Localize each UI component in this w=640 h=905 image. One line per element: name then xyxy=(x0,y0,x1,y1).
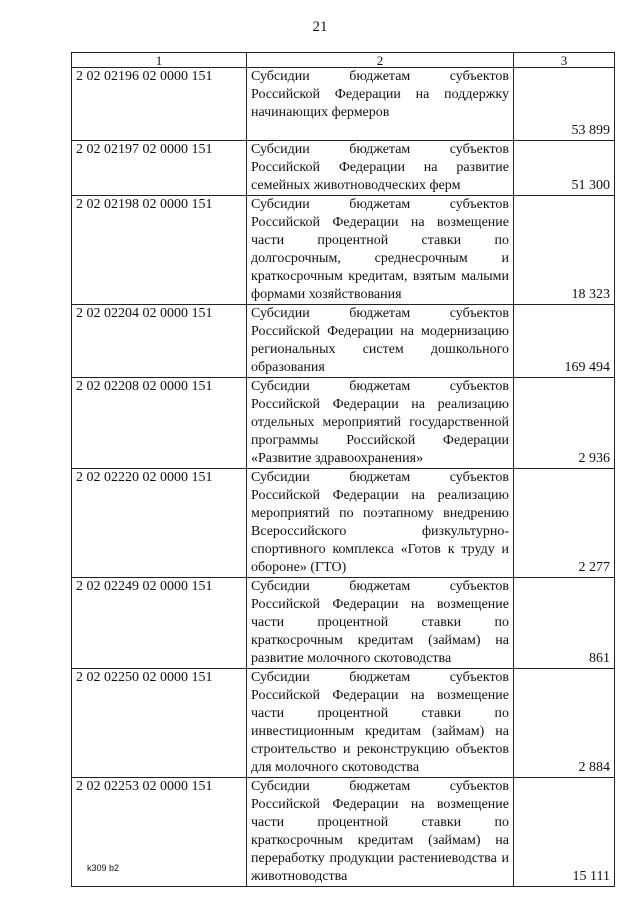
budget-code: 2 02 02208 02 0000 151 xyxy=(72,378,247,469)
subsidy-description: Субсидии бюджетам субъектов Российской Федерации на реализацию мероприятий по поэтапному внедрению Всероссийского физкультурно-спортивного комплекса «Готов к труду и обороне» (ГТО) xyxy=(247,469,514,578)
subsidy-description: Субсидии бюджетам субъектов Российской Федерации на развитие семейных животноводческих ферм xyxy=(247,141,514,196)
subsidy-amount: 2 277 xyxy=(514,469,615,578)
subsidy-amount: 169 494 xyxy=(514,305,615,378)
table-row xyxy=(72,669,615,778)
subsidy-description: Субсидии бюджетам субъектов Российской Федерации на возмещение части процентной ставки по краткосрочным кредитам (займам) на переработку продукции растениеводства и животноводства xyxy=(247,778,514,887)
table-body xyxy=(72,68,615,887)
table-header xyxy=(72,53,615,68)
table-row xyxy=(72,469,615,578)
subsidy-amount: 51 300 xyxy=(514,141,615,196)
subsidy-description: Субсидии бюджетам субъектов Российской Федерации на реализацию отдельных мероприятий государственной программы Российской Федерации «Развитие здравоохранения» xyxy=(247,378,514,469)
subsidy-amount: 2 936 xyxy=(514,378,615,469)
column-header-description: 2 xyxy=(247,53,514,68)
table-row xyxy=(72,378,615,469)
table-row xyxy=(72,778,615,887)
subsidy-description: Субсидии бюджетам субъектов Российской Федерации на возмещение части процентной ставки по краткосрочным кредитам (займам) на развитие молочного скотоводства xyxy=(247,578,514,669)
subsidy-amount: 53 899 xyxy=(514,68,615,141)
page-number: 21 xyxy=(312,19,328,35)
subsidy-amount: 18 323 xyxy=(514,196,615,305)
budget-code: 2 02 02198 02 0000 151 xyxy=(72,196,247,305)
budget-code: 2 02 02197 02 0000 151 xyxy=(72,141,247,196)
subsidy-description: Субсидии бюджетам субъектов Российской Федерации на возмещение части процентной ставки по инвестиционным кредитам (займам) на строительство и реконструкцию объектов для молочного скотоводства xyxy=(247,669,514,778)
subsidy-amount: 2 884 xyxy=(514,669,615,778)
table-row xyxy=(72,196,615,305)
subsidy-description: Субсидии бюджетам субъектов Российской Федерации на поддержку начинающих фермеров xyxy=(247,68,514,141)
table-row xyxy=(72,141,615,196)
budget-code: 2 02 02253 02 0000 151 xyxy=(72,778,247,887)
subsidy-amount: 861 xyxy=(514,578,615,669)
subsidy-amount: 15 111 xyxy=(514,778,615,887)
table-row xyxy=(72,578,615,669)
column-header-code: 1 xyxy=(72,53,247,68)
budget-code: 2 02 02220 02 0000 151 xyxy=(72,469,247,578)
table-row xyxy=(72,305,615,378)
footer-code: k309 b2 xyxy=(87,863,120,873)
subsidy-description: Субсидии бюджетам субъектов Российской Федерации на модернизацию региональных систем дошкольного образования xyxy=(247,305,514,378)
table-row xyxy=(72,68,615,141)
header-row xyxy=(72,53,615,68)
budget-code: 2 02 02196 02 0000 151 xyxy=(72,68,247,141)
column-header-amount: 3 xyxy=(514,53,615,68)
budget-code: 2 02 02249 02 0000 151 xyxy=(72,578,247,669)
budget-code: 2 02 02204 02 0000 151 xyxy=(72,305,247,378)
subsidy-description: Субсидии бюджетам субъектов Российской Федерации на возмещение части процентной ставки по долгосрочным, среднесрочным и краткосрочным кредитам, взятым малыми формами хозяйствования xyxy=(247,196,514,305)
budget-code: 2 02 02250 02 0000 151 xyxy=(72,669,247,778)
budget-table xyxy=(71,52,615,887)
